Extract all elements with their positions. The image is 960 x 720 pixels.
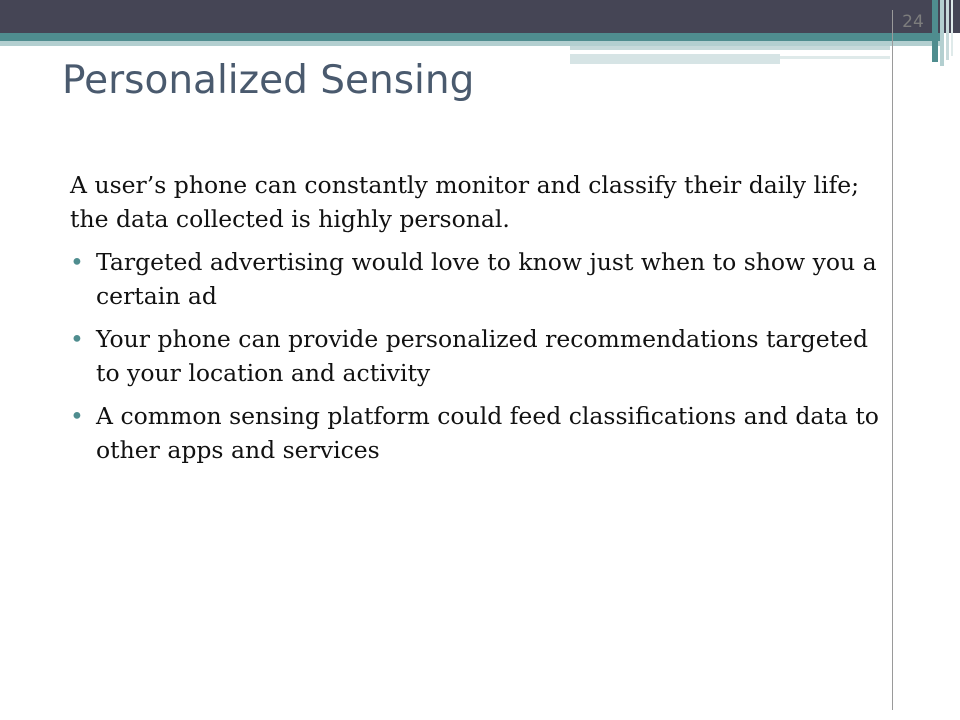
header-band-teal: [0, 33, 940, 41]
bullet-marker: •: [70, 402, 84, 430]
bullet-text: Targeted advertising would love to know just when to show you a certain ad: [96, 248, 877, 310]
corner-accent-bar: [940, 0, 944, 66]
bullet-list: [70, 245, 885, 467]
vertical-divider: [892, 10, 893, 710]
corner-accent-bar: [932, 0, 938, 62]
bullet-item: [70, 399, 885, 467]
header-accent-stripe: [570, 54, 780, 64]
slide-body: [70, 168, 885, 476]
intro-text: A user’s phone can constantly monitor and classify their daily life; the data collected is highly personal.: [70, 171, 860, 233]
header-accent-stripe: [780, 56, 890, 59]
slide-title: Personalized Sensing: [62, 58, 475, 103]
bullet-item: [70, 322, 885, 390]
corner-accent-bar: [946, 0, 949, 60]
bullet-marker: •: [70, 248, 84, 276]
bullet-text: A common sensing platform could feed classifications and data to other apps and services: [96, 402, 879, 464]
slide-number: 24: [902, 12, 924, 32]
bullet-marker: •: [70, 325, 84, 353]
header-accent-stripe: [570, 46, 890, 50]
bullet-item: [70, 245, 885, 313]
corner-accent-bar: [951, 0, 953, 56]
header-band-dark: [0, 0, 960, 33]
bullet-text: Your phone can provide personalized recommendations targeted to your location and activity: [96, 325, 869, 387]
